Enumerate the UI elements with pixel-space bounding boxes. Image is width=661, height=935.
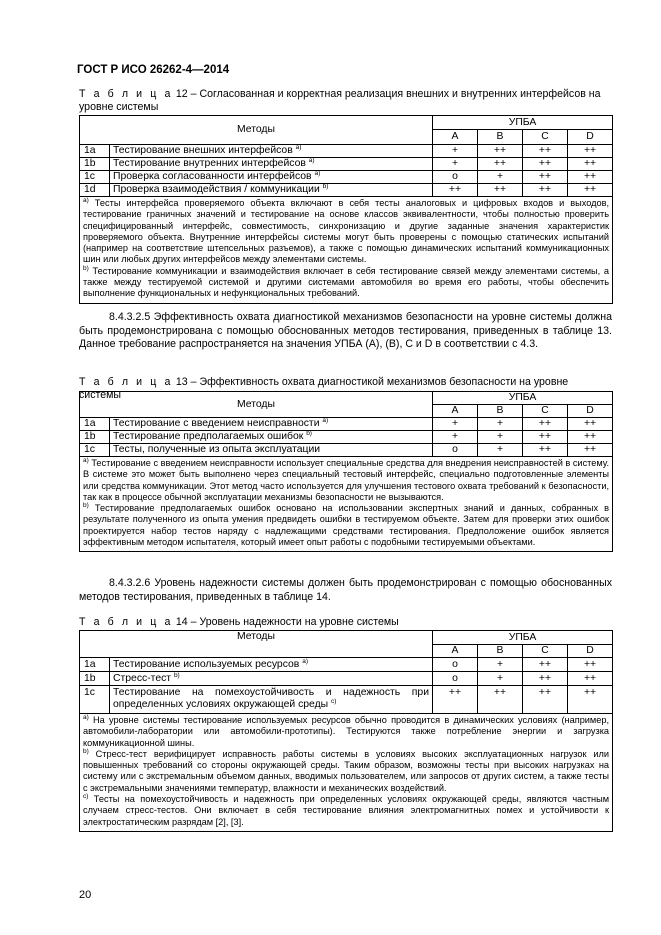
row-value: ++: [433, 184, 478, 197]
row-value: +: [478, 431, 523, 444]
row-value: ++: [478, 686, 523, 714]
row-value: +: [433, 145, 478, 158]
paragraph-8-4-3-2-6: 8.4.3.2.6 Уровень надежности системы должен быть продемонстрирован с помощью обоснованных методов тестирования, приведенных в таблице 14.: [79, 577, 612, 603]
row-value: ++: [478, 158, 523, 171]
table14-header-asil: УПБА: [433, 631, 613, 645]
row-value: o: [433, 171, 478, 184]
row-method: Тестирование предполагаемых ошибок $^{b)}$: [110, 431, 433, 444]
row-method: Тесты, полученные из опыта эксплуатации: [110, 444, 433, 457]
row-method: Тестирование внутренних интерфейсов $^{a)}$: [110, 158, 433, 171]
row-value: ++: [523, 171, 568, 184]
row-method: Проверка согласованности интерфейсов $^{a)}$: [110, 171, 433, 184]
row-method: Проверка взаимодействия / коммуникации $^{b)}$: [110, 184, 433, 197]
table13-notes: [80, 457, 613, 552]
row-value: ++: [523, 418, 568, 431]
row-value: ++: [433, 686, 478, 714]
table14-header-methods: Методы: [80, 631, 433, 658]
row-method: Стресс-тест $^{b)}$: [110, 672, 433, 686]
table12-caption-label: Т а б л и ц а: [79, 88, 173, 100]
row-id: 1a: [80, 658, 110, 672]
table-row: [80, 418, 613, 431]
row-method: Тестирование на помехоустойчивость и надежность при определенных условиях окружающей среды $^{c)}$: [110, 686, 433, 714]
row-value: ++: [568, 431, 613, 444]
table14-header-level: B: [478, 645, 523, 658]
row-value: ++: [568, 444, 613, 457]
table14-caption-text: 14 – Уровень надежности на уровне системы: [172, 616, 399, 628]
row-value: +: [478, 672, 523, 686]
row-value: ++: [478, 145, 523, 158]
row-value: o: [433, 658, 478, 672]
row-value: ++: [568, 145, 613, 158]
table-row: [80, 158, 613, 171]
row-value: ++: [523, 158, 568, 171]
table13-caption-label: Т а б л и ц а: [79, 376, 173, 388]
table13-header-level: B: [478, 405, 523, 418]
table-row: [80, 444, 613, 457]
table12-header-level: A: [433, 130, 478, 145]
row-value: ++: [568, 158, 613, 171]
row-method: Тестирование используемых ресурсов $^{a)}$: [110, 658, 433, 672]
table-note: $^{a)}$ Тестирование с введением неисправности использует специальные средства для внедрения неисправностей в систему. В системе это может быть выполнено через специальный тестовый интерфейс, специально подготовленные элементы или средства коммуникации. Этот метод часто используется для улучшения тестового охвата требований к безопасности, так как в процессе обычной эксплуатации механизмы безопасности не вызываются.: [83, 457, 610, 502]
table13-caption-text: 13 – Эффективность охвата диагностикой механизмов безопасности на уровне системы: [79, 376, 569, 401]
row-value: ++: [523, 444, 568, 457]
table-row: [80, 658, 613, 672]
row-value: o: [433, 672, 478, 686]
table13-header-methods: Методы: [80, 392, 433, 418]
row-value: ++: [568, 171, 613, 184]
table13-header-level: C: [523, 405, 568, 418]
row-value: ++: [568, 418, 613, 431]
row-method: Тестирование с введением неисправности $^{a)}$: [110, 418, 433, 431]
row-id: 1b: [80, 158, 110, 171]
row-value: ++: [568, 686, 613, 714]
row-value: ++: [523, 184, 568, 197]
table14-caption: [79, 616, 612, 629]
row-value: ++: [568, 658, 613, 672]
row-id: 1d: [80, 184, 110, 197]
row-value: ++: [523, 431, 568, 444]
table14-header-level: A: [433, 645, 478, 658]
row-method: Тестирование внешних интерфейсов $^{a)}$: [110, 145, 433, 158]
table-note: $^{a)}$ На уровне системы тестирование используемых ресурсов обычно проводится в динамических условиях (например, автомобили-лаборатории или автомобили-прототипы). Тестируются также потребление энергии и загрузка коммуникационной шины.: [83, 714, 610, 748]
row-value: +: [478, 658, 523, 672]
table-row: [80, 431, 613, 444]
row-id: 1b: [80, 672, 110, 686]
row-value: o: [433, 444, 478, 457]
table14: [79, 630, 613, 832]
row-id: 1b: [80, 431, 110, 444]
table14-notes: [80, 714, 613, 832]
table12-header-level: D: [568, 130, 613, 145]
row-value: ++: [568, 184, 613, 197]
row-id: 1c: [80, 171, 110, 184]
row-value: +: [433, 158, 478, 171]
table12-header-methods: Методы: [80, 116, 433, 145]
table-note: $^{b)}$ Тестирование коммуникации и взаимодействия включает в себя тестирование связей между элементами системы, а также между тестируемой системой и другими системами автомобиля во время его работы, чтобы обеспечить выполнение функциональных и нефункциональных требований.: [83, 264, 610, 299]
row-value: ++: [523, 672, 568, 686]
page-number: 20: [79, 889, 92, 901]
row-id: 1c: [80, 444, 110, 457]
table12-caption-text: 12 – Согласованная и корректная реализация внешних и внутренних интерфейсов на уровне системы: [79, 88, 601, 113]
table14-header-level: C: [523, 645, 568, 658]
table-note: $^{b)}$ Тестирование предполагаемых ошибок основано на использовании экспертных знаний и данных, собранных в результате полученного из опыта умения предвидеть ошибки в тестируемом объекте. Затем для проверки этих ошибок проектируется набор тестов наряду с надлежащими средствами тестирования. Предположение ошибок является эффективным методом испытателя, который имеет опыт работы с подобными тестируемыми объектами.: [83, 502, 610, 548]
row-value: +: [478, 418, 523, 431]
table12: [79, 115, 613, 304]
table13-header-level: D: [568, 405, 613, 418]
row-value: +: [433, 418, 478, 431]
table13-header-asil: УПБА: [433, 392, 613, 405]
row-id: 1a: [80, 418, 110, 431]
paragraph-8-4-3-2-5: 8.4.3.2.5 Эффективность охвата диагностикой механизмов безопасности на уровне системы должна быть продемонстрирована с помощью обоснованных методов тестирования, приведенных в таблице 13. Данное требование распространяется на значения УПБА (А), (В), С и D в соответствии с 4.3.: [79, 311, 612, 351]
table-note: $^{b)}$ Стресс-тест верифицирует исправность работы системы в условиях высоких эксплуатационных нагрузок или повышенных требований со стороны окружающей среды. Таким образом, возможны тесты при высоких нагрузках на систему или с экстремальным объемом данных, вводимых пользователем, или запросов от других систем, а также тесты с экстремальными значениями температур, влажности и механических воздействий.: [83, 747, 610, 793]
table12-header-asil: УПБА: [433, 116, 613, 130]
row-id: 1a: [80, 145, 110, 158]
row-value: +: [478, 444, 523, 457]
table-note: $^{c)}$ Тесты на помехоустойчивость и надежность при определенных условиях окружающей среды, являются частным случаем стресс-тестов. Они включает в себя тестирование влияния электромагнитных помех и устойчивости к электростатическим разрядам [2], [3].: [83, 793, 610, 827]
row-value: ++: [478, 184, 523, 197]
row-value: ++: [523, 658, 568, 672]
row-value: +: [433, 431, 478, 444]
table-row: [80, 171, 613, 184]
table12-header-level: C: [523, 130, 568, 145]
standard-code: ГОСТ Р ИСО 26262-4—2014: [77, 64, 230, 76]
table12-caption: [79, 88, 612, 114]
table-row: [80, 145, 613, 158]
row-id: 1c: [80, 686, 110, 714]
table-note: $^{a)}$ Тесты интерфейса проверяемого объекта включают в себя тесты аналоговых и цифровых входов и выходов, тестирование граничных значений и тестирование на основе классов эквивалентности, чтобы полностью проверить специфицированный интерфейс, совместимость, синхронизацию и другие заданные значения характеристик проверяемого объекта. Внутренние интерфейсы системы могут быть проверены с помощью статических испытаний (например на соответствие штепсельных разъемов), а также с помощью динамических испытаний коммуникационных шин или любых других интерфейсов между элементами системы.: [83, 197, 610, 265]
row-value: ++: [523, 686, 568, 714]
table13: [79, 391, 613, 552]
table-row: [80, 686, 613, 714]
table-row: [80, 672, 613, 686]
row-value: ++: [568, 672, 613, 686]
row-value: ++: [523, 145, 568, 158]
table13-header-level: A: [433, 405, 478, 418]
table12-notes: [80, 197, 613, 304]
table-row: [80, 184, 613, 197]
table12-header-level: B: [478, 130, 523, 145]
table14-caption-label: Т а б л и ц а: [79, 616, 173, 628]
row-value: +: [478, 171, 523, 184]
table14-header-level: D: [568, 645, 613, 658]
